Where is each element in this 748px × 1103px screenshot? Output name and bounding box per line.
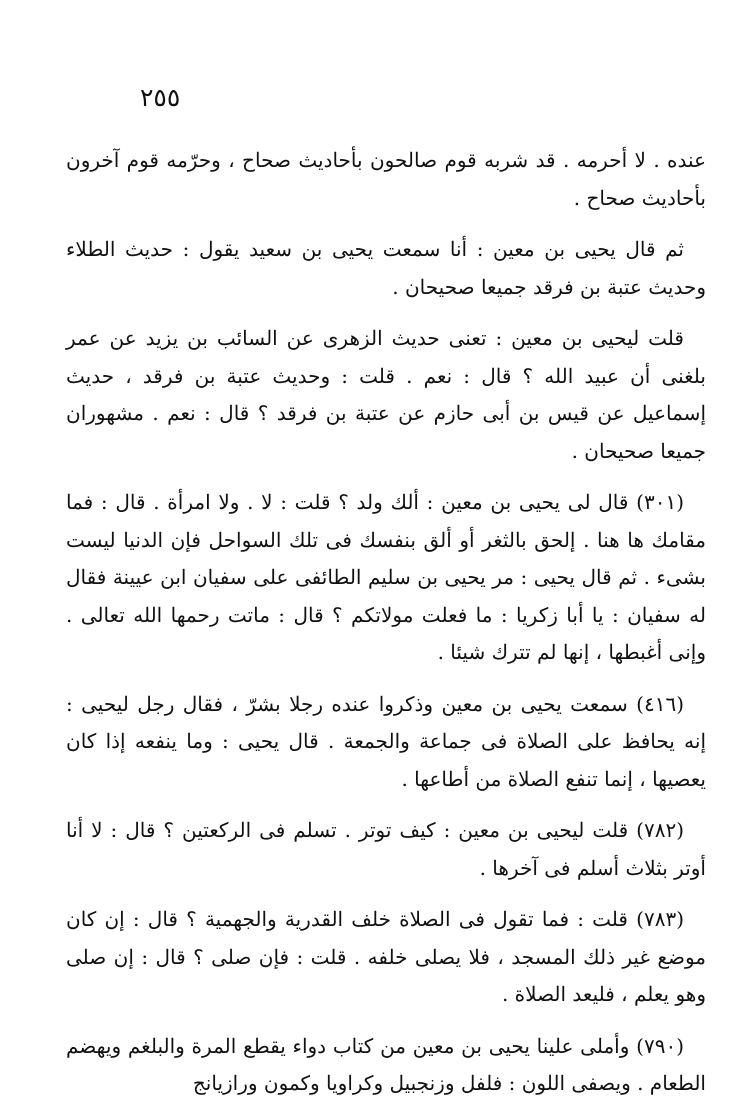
paragraph-quote: ثم قال يحيى بن معين : أنا سمعت يحيى بن سعيد يقول : حديث الطلاء وحديث عتبة بن فرقد جميعا صحيحان . <box>66 237 706 299</box>
paragraph-entry-783: (٧٨٣) قلت : فما تقول فى الصلاة خلف القدرية والجهمية ؟ قال : إن كان موضع غير ذلك المسجد ، فلا يصلى خلفه . قلت : فإن صلى ؟ قال : إن صلى وهو يعلم ، فليعد الصلاة . <box>66 907 706 1006</box>
paragraph-entry-301: (٣٠١) قال لى يحيى بن معين : ألك ولد ؟ قلت : لا . ولا امرأة . قال : فما مقامك ها هنا . إلحق بالثغر أو ألق بنفسك فى تلك السواحل فإن الدنيا ليست بشىء . ثم قال يحيى : مر يحيى بن سليم الطائفى على سفيان ابن عيينة فقال له سفيان : يا أبا زكريا : ما فعلت مولاتكم ؟ قال : ماتت رحمها الله تعالى . وإنى أغبطها ، إنها لم تترك شيئا . <box>66 490 706 664</box>
paragraph-entry-782: (٧٨٢) قلت ليحيى بن معين : كيف توتر . تسلم فى الركعتين ؟ قال : لا أنا أوتر بثلاث أسلم فى آخرها . <box>66 818 706 880</box>
page-text <box>66 142 706 1103</box>
page-number: ٢٥٥ <box>140 83 181 112</box>
paragraph-continuation: عنده . لا أحرمه . قد شربه قوم صالحون بأحاديث صحاح ، وحرّمه قوم آخرون بأحاديث صحاح . <box>66 148 707 210</box>
paragraph-entry-790: (٧٩٠) وأملى علينا يحيى بن معين من كتاب دواء يقطع المرة والبلغم ويهضم الطعام . ويصفى اللون : فلفل وزنجبيل وكراويا وكمون ورازيانج <box>66 1033 706 1095</box>
paragraph-question: قلت ليحيى بن معين : تعنى حديث الزهرى عن السائب بن يزيد عن عمر بلغنى أن عبيد الله ؟ قال : نعم . قلت : وحديث عتبة بن فرقد ، حديث إسماعيل عن قيس بن أبى حازم عن عتبة بن فرقد ؟ قال : نعم . مشهوران جميعا صحيحان . <box>66 326 706 463</box>
paragraph-entry-416: (٤١٦) سمعت يحيى بن معين وذكروا عنده رجلا بشرّ ، فقال رجل ليحيى : إنه يحافظ على الصلاة فى جماعة والجمعة . قال يحيى : وما ينفعه إذا كان يعصيها ، إنما تنفع الصلاة من أطاعها . <box>66 691 706 791</box>
